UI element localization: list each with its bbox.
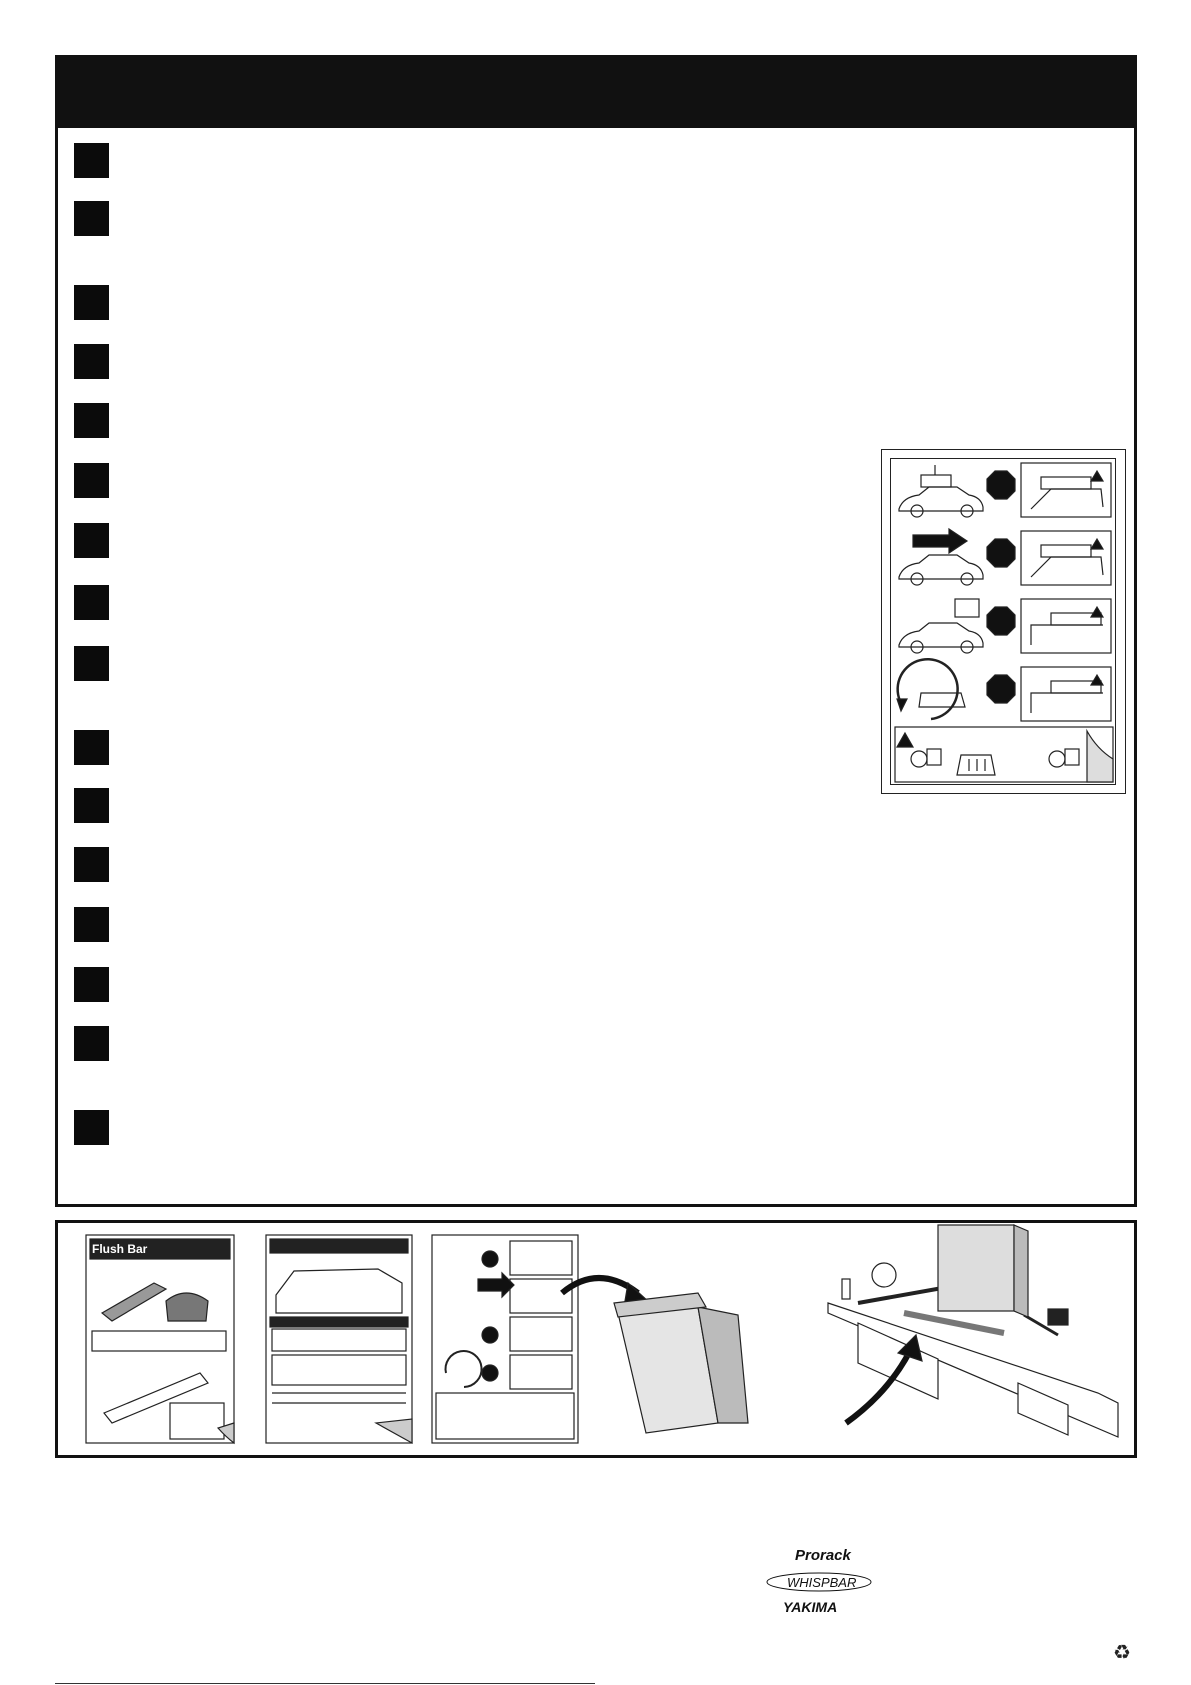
tape-measure-icon — [872, 1263, 896, 1287]
fitting-booklet — [266, 1235, 412, 1443]
warning-card-thumbnail — [432, 1235, 578, 1443]
stop-hand-icon — [987, 471, 1015, 499]
warning-card-inner — [890, 458, 1116, 785]
step-number-badge — [74, 646, 109, 681]
step-number-badge — [74, 907, 109, 942]
step-number-badge — [74, 788, 109, 823]
package-contents-illustration — [58, 1223, 1134, 1455]
fitting-kit-box — [938, 1225, 1014, 1311]
step-number-badge — [74, 285, 109, 320]
package-contents-panel — [55, 1220, 1137, 1458]
instruction-booklet-panel — [895, 727, 1113, 782]
step-number-badge — [74, 143, 109, 178]
step-number-badge — [74, 847, 109, 882]
brand-logos — [765, 1540, 885, 1620]
step-number-badge — [74, 1110, 109, 1145]
flush-bar-booklet-title: Flush Bar — [92, 1242, 148, 1256]
bolt-icon — [842, 1279, 850, 1299]
step-number-badge — [74, 403, 109, 438]
workbench — [828, 1303, 1118, 1437]
step-number-badge — [74, 523, 109, 558]
screwdriver-icon — [904, 1313, 1004, 1333]
yakima-logo: YAKIMA — [783, 1599, 838, 1615]
header-bar — [58, 58, 1134, 128]
footer-rule — [55, 1683, 595, 1684]
step-number-badge — [74, 463, 109, 498]
step-number-badge — [74, 585, 109, 620]
warning-illustration — [891, 459, 1115, 784]
step-number-badge — [74, 967, 109, 1002]
warning-triangle-icon — [1091, 471, 1103, 481]
step-number-badge — [74, 201, 109, 236]
car-load-icon — [899, 465, 983, 517]
warning-card — [881, 449, 1126, 794]
arrow-right-icon — [913, 529, 967, 553]
step-number-badge — [74, 730, 109, 765]
whispbar-logo: WHISPBAR — [787, 1575, 857, 1590]
step-number-badge — [74, 1026, 109, 1061]
prorack-logo: Prorack — [795, 1547, 851, 1564]
wrench-icon — [858, 1287, 948, 1303]
recycle-icon: ♻ — [1113, 1642, 1131, 1664]
step-number-badge — [74, 344, 109, 379]
